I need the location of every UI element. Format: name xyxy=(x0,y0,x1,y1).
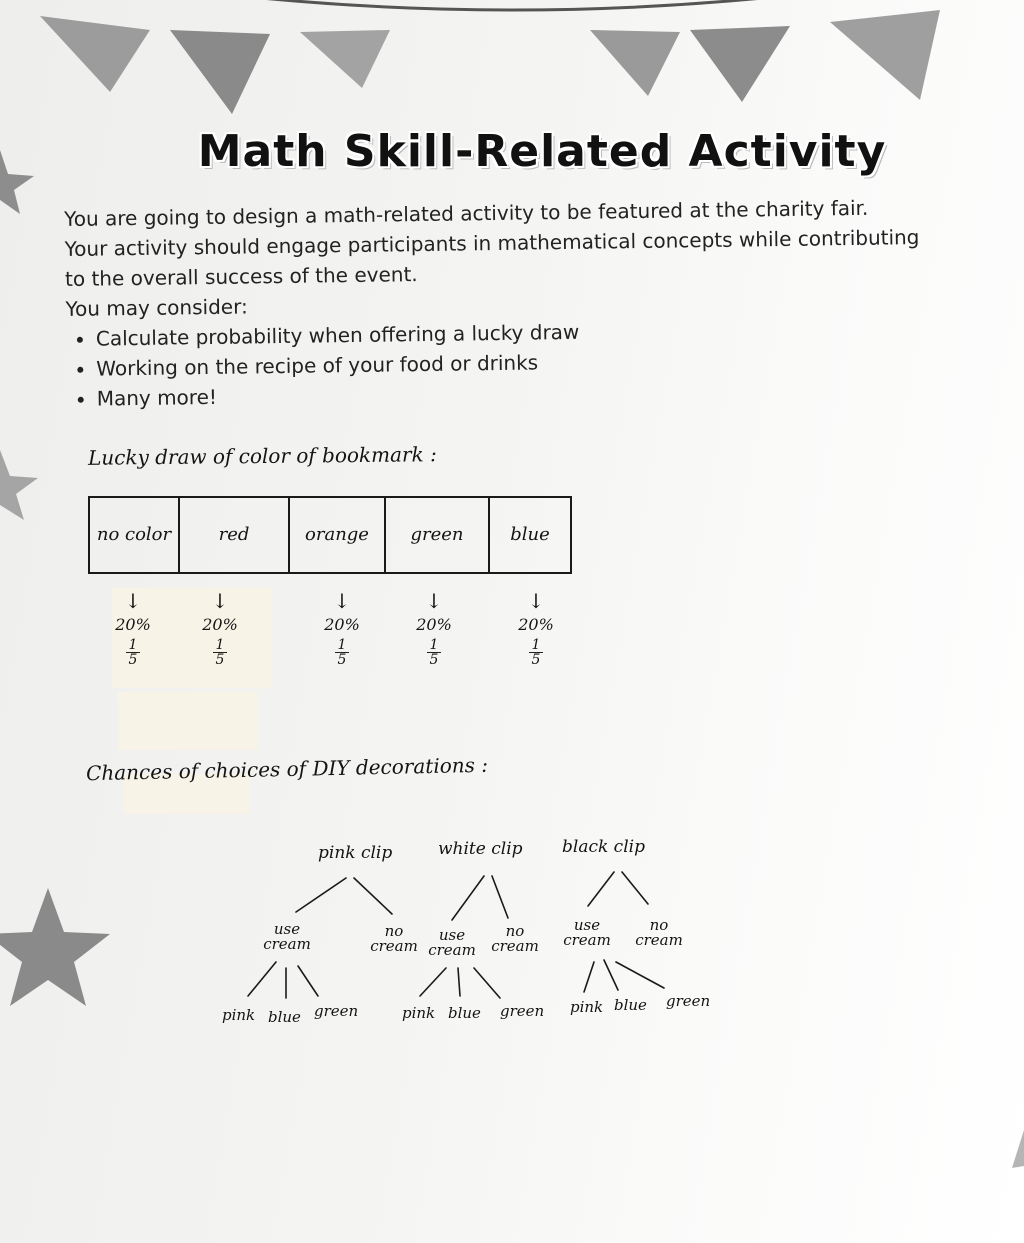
fraction: $\frac{1}{5}$ xyxy=(529,638,544,667)
color-option-green: green xyxy=(314,1002,359,1020)
clip-label-black: black clip xyxy=(562,837,645,857)
color-option-blue: blue xyxy=(448,1004,481,1022)
color-option-pink: pink xyxy=(222,1006,256,1024)
intro-line: You may consider: xyxy=(65,294,248,321)
intro-line: Your activity should engage participants in mathematical concepts while contributing xyxy=(64,225,920,261)
color-cell-green: green xyxy=(386,498,490,572)
color-option-pink: pink xyxy=(402,1004,436,1022)
use-cream-label: use cream xyxy=(263,920,311,953)
color-option-blue: blue xyxy=(614,996,647,1014)
intro-line: to the overall success of the event. xyxy=(64,262,418,291)
fraction: $\frac{1}{5}$ xyxy=(427,638,442,667)
color-option-pink: pink xyxy=(570,998,604,1016)
color-cell-blue: blue xyxy=(510,524,550,545)
intro-line: You are going to design a math-related activity to be featured at the charity fair. xyxy=(64,195,869,231)
down-arrow-icon: ↓ xyxy=(124,589,142,613)
probability-red: ↓ 20% $\frac{1}{5}$ xyxy=(190,590,250,668)
color-cell-no-color: no color xyxy=(90,498,180,572)
lucky-draw-heading: Lucky draw of color of bookmark : xyxy=(87,442,437,470)
no-cream-label: no cream xyxy=(370,922,418,955)
fraction: $\frac{1}{5}$ xyxy=(126,638,141,667)
probability-green: ↓ 20% $\frac{1}{5}$ xyxy=(404,590,464,668)
list-item: • Calculate probability when offering a lucky draw xyxy=(96,311,1024,354)
fraction: $\frac{1}{5}$ xyxy=(335,638,350,667)
page-title: Math Skill-Related Activity xyxy=(197,126,887,177)
color-option-green: green xyxy=(500,1002,545,1020)
down-arrow-icon: ↓ xyxy=(527,589,545,613)
list-item: • Many more! xyxy=(97,371,1024,414)
no-cream-label: no cream xyxy=(491,922,539,955)
use-cream-label: use cream xyxy=(428,926,476,959)
color-option-green: green xyxy=(666,992,711,1010)
color-cell-orange: orange xyxy=(290,498,386,572)
use-cream-label: use cream xyxy=(563,916,611,949)
no-cream-label: no cream xyxy=(635,916,683,949)
down-arrow-icon: ↓ xyxy=(211,589,229,613)
probability-no-color: ↓ 20% $\frac{1}{5}$ xyxy=(103,590,163,668)
decorations-heading: Chances of choices of DIY decorations : xyxy=(85,752,489,786)
down-arrow-icon: ↓ xyxy=(333,589,351,613)
down-arrow-icon: ↓ xyxy=(425,589,443,613)
fraction: $\frac{1}{5}$ xyxy=(213,638,228,667)
probability-blue: ↓ 20% $\frac{1}{5}$ xyxy=(506,590,566,668)
color-cell-red: red xyxy=(180,498,290,572)
clip-label-white: white clip xyxy=(438,839,523,859)
list-item: • Working on the recipe of your food or drinks xyxy=(96,341,1024,384)
color-option-blue: blue xyxy=(268,1008,301,1026)
clip-label-pink: pink clip xyxy=(318,843,393,863)
probability-orange: ↓ 20% $\frac{1}{5}$ xyxy=(312,590,372,668)
